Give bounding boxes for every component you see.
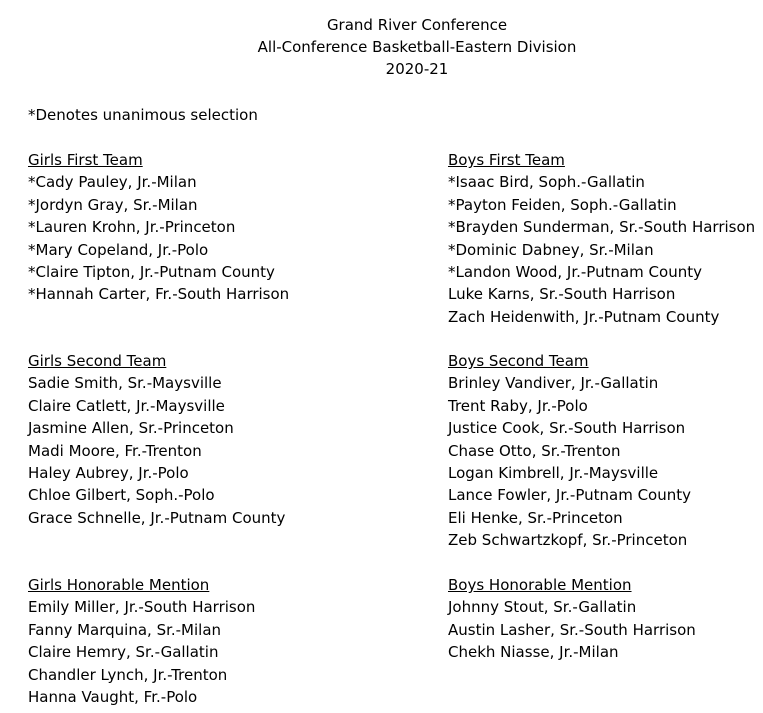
list-item: Claire Catlett, Jr.-Maysville — [28, 396, 225, 415]
girls-honorable-mention-title: Girls Honorable Mention — [28, 576, 210, 594]
boys-first-team-section — [448, 149, 755, 328]
list-item: Chloe Gilbert, Soph.-Polo — [28, 486, 215, 505]
girls-first-team-section — [28, 149, 289, 306]
list-item: *Claire Tipton, Jr.-Putnam County — [28, 263, 275, 282]
list-item: Emily Miller, Jr.-South Harrison — [28, 598, 256, 617]
list-item: Grace Schnelle, Jr.-Putnam County — [28, 508, 286, 527]
boys-honorable-mention-title: Boys Honorable Mention — [448, 576, 632, 594]
boys-second-team-title: Boys Second Team — [448, 352, 589, 370]
list-item: Lance Fowler, Jr.-Putnam County — [448, 486, 692, 505]
list-item: Zeb Schwartzkopf, Sr.-Princeton — [448, 531, 688, 550]
season-label: 2020-21 — [385, 60, 449, 78]
list-item: Hanna Vaught, Fr.-Polo — [28, 688, 198, 707]
list-item: *Isaac Bird, Soph.-Gallatin — [448, 173, 645, 192]
document-subtitle: All-Conference Basketball-Eastern Division — [257, 38, 577, 56]
boys-first-team-title: Boys First Team — [448, 151, 565, 169]
list-item: Johnny Stout, Sr.-Gallatin — [448, 598, 637, 617]
list-item: *Mary Copeland, Jr.-Polo — [28, 240, 209, 259]
list-item: Chandler Lynch, Jr.-Trenton — [28, 665, 228, 684]
list-item: Jasmine Allen, Sr.-Princeton — [28, 419, 234, 438]
list-item: Logan Kimbrell, Jr.-Maysville — [448, 464, 659, 483]
list-item: Haley Aubrey, Jr.-Polo — [28, 464, 189, 483]
boys-honorable-mention-section — [448, 574, 696, 664]
unanimous-note: *Denotes unanimous selection — [28, 106, 258, 124]
list-item: *Payton Feiden, Soph.-Gallatin — [448, 195, 677, 214]
list-item: *Lauren Krohn, Jr.-Princeton — [28, 218, 236, 237]
girls-honorable-mention-section — [28, 574, 255, 708]
list-item: Luke Karns, Sr.-South Harrison — [448, 285, 676, 304]
list-item: *Brayden Sunderman, Sr.-South Harrison — [448, 218, 756, 237]
girls-second-team-section — [28, 350, 285, 529]
list-item: Justice Cook, Sr.-South Harrison — [448, 419, 686, 438]
girls-first-team-title: Girls First Team — [28, 151, 143, 169]
list-item: Trent Raby, Jr.-Polo — [448, 396, 588, 415]
list-item: Austin Lasher, Sr.-South Harrison — [448, 620, 696, 639]
document-header — [0, 14, 763, 80]
boys-second-team-section — [448, 350, 691, 552]
girls-second-team-title: Girls Second Team — [28, 352, 167, 370]
list-item: Chekh Niasse, Jr.-Milan — [448, 643, 619, 662]
list-item: Brinley Vandiver, Jr.-Gallatin — [448, 374, 659, 393]
list-item: *Landon Wood, Jr.-Putnam County — [448, 263, 702, 282]
list-item: Zach Heidenwith, Jr.-Putnam County — [448, 307, 720, 326]
list-item: Sadie Smith, Sr.-Maysville — [28, 374, 222, 393]
conference-title: Grand River Conference — [326, 16, 508, 34]
list-item: Eli Henke, Sr.-Princeton — [448, 508, 623, 527]
list-item: Chase Otto, Sr.-Trenton — [448, 441, 621, 460]
list-item: Fanny Marquina, Sr.-Milan — [28, 620, 222, 639]
list-item: *Cady Pauley, Jr.-Milan — [28, 173, 197, 192]
list-item: *Jordyn Gray, Sr.-Milan — [28, 195, 198, 214]
list-item: Claire Hemry, Sr.-Gallatin — [28, 643, 219, 662]
list-item: *Hannah Carter, Fr.-South Harrison — [28, 285, 290, 304]
list-item: *Dominic Dabney, Sr.-Milan — [448, 240, 654, 259]
list-item: Madi Moore, Fr.-Trenton — [28, 441, 202, 460]
